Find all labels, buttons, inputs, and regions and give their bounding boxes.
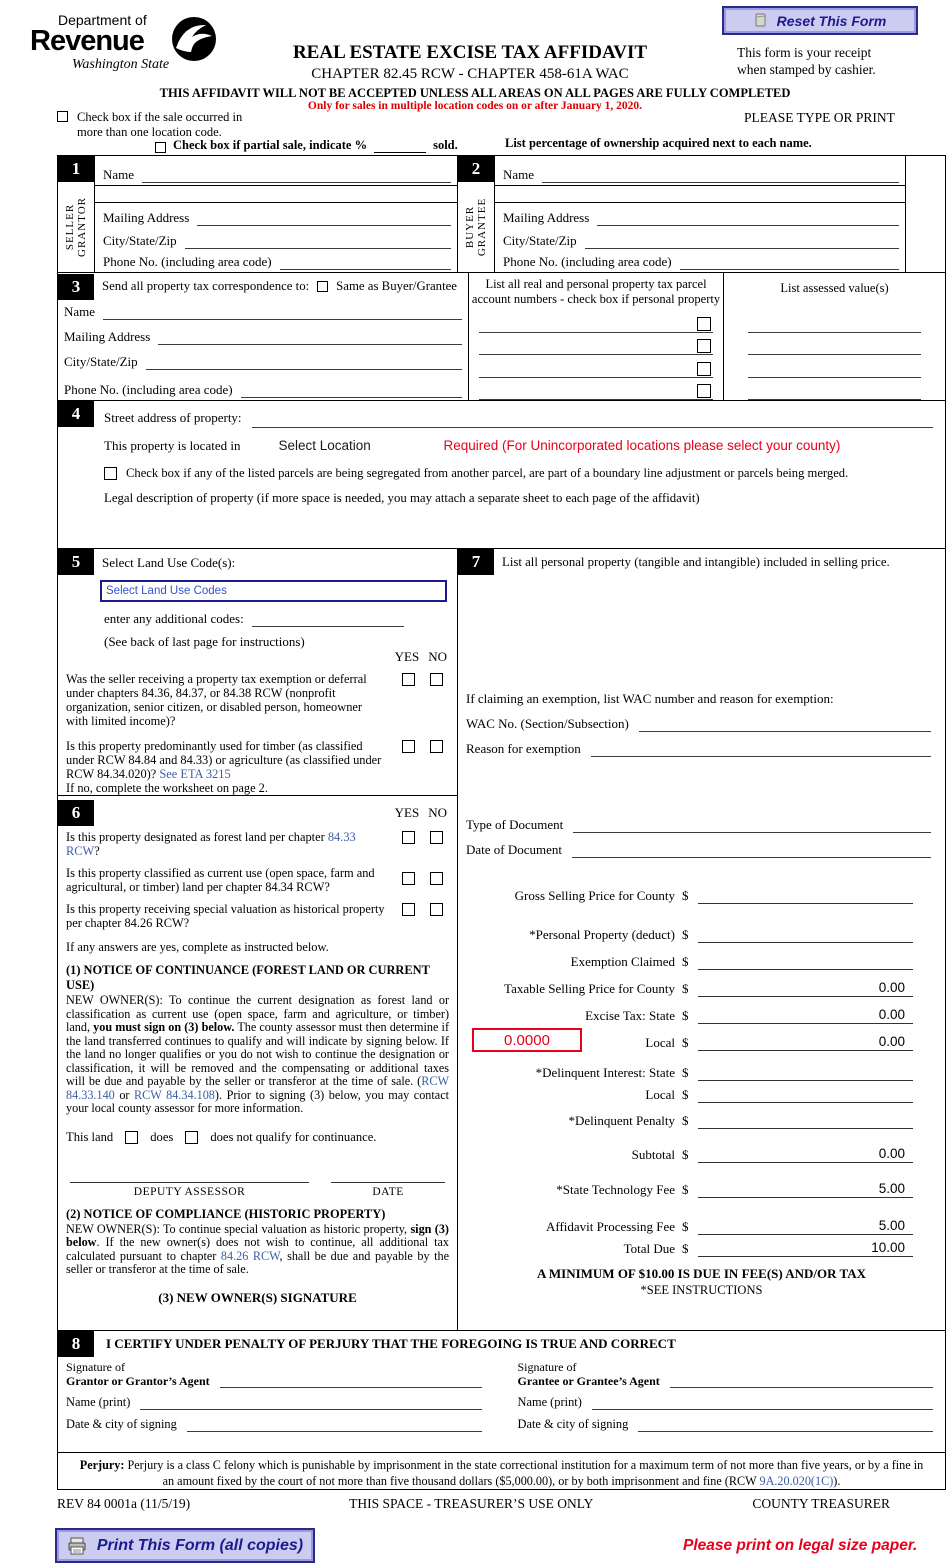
form-subtitle: CHAPTER 82.45 RCW - CHAPTER 458-61A WAC xyxy=(311,66,629,82)
state-technology-fee-field[interactable]: 5.00 xyxy=(698,1182,913,1198)
yes-header: YES xyxy=(394,649,420,664)
notice-continuance-title: (1) NOTICE OF CONTINUANCE (FOREST LAND OR CURRENT USE) xyxy=(66,963,430,992)
money-row: 0.0000 Local $ 0.00 xyxy=(458,1029,945,1051)
s5-question-2: Is this property predominantly used for timber (as classified under RCW 84.84 and 84.33) or agriculture (as classified under RCW 84.34.020)? See ETA 3215 If no, complete the worksheet on page 2. xyxy=(66,739,449,795)
partial-sale-row xyxy=(155,138,458,153)
rcw-8434108-link[interactable]: RCW 84.34.108 xyxy=(134,1087,215,1102)
logo-washington-state: Washington State xyxy=(72,57,170,72)
reason-label: Reason for exemption xyxy=(466,741,581,756)
buyer-name-input[interactable] xyxy=(542,169,899,183)
s5-q1-no-checkbox[interactable] xyxy=(430,673,443,686)
seller-grantor-label: SELLER GRANTOR xyxy=(64,197,89,257)
affidavit-processing-fee-field[interactable]: 5.00 xyxy=(698,1219,913,1235)
send-correspondence-label: Send all property tax correspondence to: xyxy=(102,279,310,293)
multi-location-checkbox[interactable] xyxy=(57,111,68,122)
s6-q3-no-checkbox[interactable] xyxy=(430,903,443,916)
partial-sale-sold-label: sold. xyxy=(433,138,458,152)
print-form-button[interactable] xyxy=(57,1530,313,1561)
notice-compliance-text: NEW OWNER(S): To continue special valuation as historic property, sign (3) below. If the new owner(s) does not wish to continue, all additional tax calculated pursuant to chapter 84.26 RCW, shall be due and payable by the seller or transferor at the time of sale. xyxy=(66,1221,449,1276)
money-row: Gross Selling Price for County $ xyxy=(458,882,945,904)
assessed-value-input-4[interactable] xyxy=(748,386,921,400)
certify-statement: I CERTIFY UNDER PENALTY OF PERJURY THAT THE FOREGOING IS TRUE AND CORRECT xyxy=(106,1336,676,1351)
money-row: Total Due $ 10.00 xyxy=(458,1235,945,1257)
section-3-badge: 3 xyxy=(58,274,94,300)
multiple-location-notice: Only for sales in multiple location codes on or after January 1, 2020. xyxy=(307,100,643,112)
assessed-value-input-3[interactable] xyxy=(748,364,921,378)
seller-phone-label: Phone No. (including area code) xyxy=(103,254,272,269)
section-6-classification xyxy=(58,796,457,1330)
s5-question-1: Was the seller receiving a property tax exemption or deferral under chapters 84.36, 84.37, or 84.38 RCW (nonprofit organization, senior citizen, or disabled person, homeowner with limited income)? xyxy=(66,672,449,728)
buyer-phone-input[interactable] xyxy=(680,256,899,270)
corr-city-input[interactable] xyxy=(146,356,462,370)
parcel-input-3[interactable] xyxy=(479,364,713,378)
completion-warning: THIS AFFIDAVIT WILL NOT BE ACCEPTED UNLESS ALL AREAS ON ALL PAGES ARE FULLY COMPLETED xyxy=(159,86,791,100)
grantee-date-city-input[interactable] xyxy=(638,1418,933,1432)
assessed-header: List assessed value(s) xyxy=(780,281,889,295)
additional-codes-input[interactable] xyxy=(252,613,404,627)
form-rev-number: REV 84 0001a (11/5/19) xyxy=(57,1496,191,1511)
grantee-date-city-label: Date & city of signing xyxy=(517,1417,629,1431)
seller-extra-name-input[interactable] xyxy=(95,186,457,203)
s6-question-1: Is this property designated as forest land per chapter 84.33 RCW? xyxy=(66,830,449,858)
legal-description-label: Legal description of property (if more space is needed, you may attach a separate sheet to each page of the affidavit) xyxy=(104,491,700,505)
logo-revenue: Revenue xyxy=(30,25,144,57)
eta-3215-link[interactable]: See ETA 3215 xyxy=(159,767,231,781)
grantor-signature-input[interactable] xyxy=(220,1374,482,1388)
segregated-checkbox[interactable] xyxy=(104,467,117,480)
personal-property-checkbox-1[interactable] xyxy=(697,317,711,331)
receipt-note: This form is your receipt when stamped by cashier. xyxy=(737,45,876,77)
wac-input[interactable] xyxy=(639,718,931,732)
parcel-input-4[interactable] xyxy=(479,386,713,400)
money-row: Excise Tax: State $ 0.00 xyxy=(458,1002,945,1024)
money-row: Subtotal $ 0.00 xyxy=(458,1141,945,1163)
s6-q3-yes-checkbox[interactable] xyxy=(402,903,415,916)
assessed-value-input-1[interactable] xyxy=(748,319,921,333)
seller-name-label: Name xyxy=(103,167,135,182)
reset-form-button[interactable] xyxy=(724,8,916,33)
section-8-certification xyxy=(58,1331,945,1453)
street-address-label: Street address of property: xyxy=(104,410,242,425)
legal-size-paper-note: Please print on legal size paper. xyxy=(683,1537,918,1554)
s5-q2-no-checkbox[interactable] xyxy=(430,740,443,753)
rcw-9a20020-link[interactable]: 9A.20.020(1C) xyxy=(759,1473,834,1488)
section-5-badge: 5 xyxy=(58,549,94,575)
segregated-label: Check box if any of the listed parcels are being segregated from another parcel, are part of a boundary line adjustment or parcels being merged. xyxy=(126,466,849,480)
see-instructions-note: *SEE INSTRUCTIONS xyxy=(640,1283,763,1297)
partial-sale-checkbox[interactable] xyxy=(155,142,166,153)
buyer-mailing-label: Mailing Address xyxy=(503,210,590,225)
notice-compliance-title: (2) NOTICE OF COMPLIANCE (HISTORIC PROPERTY) xyxy=(66,1206,386,1221)
total-due-field[interactable]: 10.00 xyxy=(698,1241,913,1257)
logo-dept-of: Department of xyxy=(58,12,147,28)
buyer-grantee-label: BUYER GRANTEE xyxy=(464,197,489,257)
money-row: *Delinquent Interest: State $ xyxy=(458,1059,945,1081)
land-does-checkbox[interactable] xyxy=(125,1131,138,1144)
section-2-badge: 2 xyxy=(458,156,494,182)
multi-location-check-row xyxy=(57,110,242,140)
notice-continuance-text: NEW OWNER(S): To continue the current designation as forest land or classification as current use (open space, farm and agriculture, or timber) land, you must sign on (3) below. The county assessor must then determine if the land transferred continues to qualify and will indicate by signing below. If the land no longer qualifies or you do not wish to continue the designation or classification, it will be removed and the compensating or additional taxes will be due and payable by the seller or transferor at the time of sale. (RCW 84.33.140 or RCW 84.34.108). Prior to signing (3) below, you may contact your local county assessor for more information. xyxy=(66,993,450,1115)
grantee-name-print-input[interactable] xyxy=(592,1396,933,1410)
minimum-due-note: A MINIMUM OF $10.00 IS DUE IN FEE(S) AND/OR TAX xyxy=(536,1266,867,1281)
corr-mailing-input[interactable] xyxy=(158,331,462,345)
section-6-badge: 6 xyxy=(58,800,94,826)
buyer-name-label: Name xyxy=(503,167,535,182)
grantor-name-print-input[interactable] xyxy=(140,1396,481,1410)
type-document-input[interactable] xyxy=(573,819,931,833)
s6-q2-yes-checkbox[interactable] xyxy=(402,872,415,885)
grantee-signature-of-label: Signature of xyxy=(517,1360,577,1374)
ownership-note: List percentage of ownership acquired next to each name. xyxy=(505,136,812,150)
delinquent-penalty-input[interactable] xyxy=(698,1113,913,1129)
parcel-numbers-column xyxy=(468,273,723,400)
grantor-name-print-label: Name (print) xyxy=(66,1395,131,1409)
seller-mailing-label: Mailing Address xyxy=(103,210,190,225)
delinquent-interest-local-input[interactable] xyxy=(698,1087,913,1103)
printer-icon xyxy=(67,1537,87,1555)
date-document-input[interactable] xyxy=(572,844,931,858)
rcw-8433140-link[interactable]: RCW 84.33.140 xyxy=(66,1074,449,1102)
land-does-not-checkbox[interactable] xyxy=(185,1131,198,1144)
personal-property-checkbox-3[interactable] xyxy=(697,362,711,376)
s6-question-2: Is this property classified as current use (open space, farm and agricultural, or timber) land per chapter 84.34 RCW? xyxy=(66,866,449,894)
if-any-yes-note: If any answers are yes, complete as instructed below. xyxy=(66,940,329,954)
corr-name-input[interactable] xyxy=(103,306,462,320)
parcel-input-1[interactable] xyxy=(479,319,713,333)
print-form-label: Print This Form (all copies) xyxy=(96,1536,304,1554)
excise-tax-local-field[interactable]: 0.00 xyxy=(698,1035,913,1051)
grantee-name-print-label: Name (print) xyxy=(517,1395,582,1409)
exemption-claimed-input[interactable] xyxy=(698,954,913,970)
corr-mailing-label: Mailing Address xyxy=(64,329,151,344)
location-select[interactable]: Select Location xyxy=(278,438,371,453)
form-title: REAL ESTATE EXCISE TAX AFFIDAVIT xyxy=(292,42,648,63)
type-document-label: Type of Document xyxy=(466,817,564,832)
assessed-values-column xyxy=(723,273,945,400)
buyer-city-input[interactable] xyxy=(585,235,899,249)
partial-sale-label: Check box if partial sale, indicate % xyxy=(173,138,368,152)
wac-label: WAC No. (Section/Subsection) xyxy=(466,716,629,731)
buyer-mailing-input[interactable] xyxy=(597,212,899,226)
deputy-assessor-label: DEPUTY ASSESSOR xyxy=(133,1185,246,1198)
seller-city-label: City/State/Zip xyxy=(103,233,177,248)
yes-header-2: YES xyxy=(394,805,420,820)
corr-phone-label: Phone No. (including area code) xyxy=(64,382,233,397)
money-row: *State Technology Fee $ 5.00 xyxy=(458,1176,945,1198)
s6-q1-yes-checkbox[interactable] xyxy=(402,831,415,844)
owner-signature-line-1[interactable] xyxy=(72,1327,241,1331)
parcel-input-2[interactable] xyxy=(479,341,713,355)
buyer-city-label: City/State/Zip xyxy=(503,233,577,248)
section-7-selling-price xyxy=(457,549,945,1330)
this-land-label: This land xyxy=(66,1129,114,1144)
corr-city-label: City/State/Zip xyxy=(64,354,138,369)
excise-tax-state-field[interactable]: 0.00 xyxy=(698,1008,913,1024)
parcel-header: List all real and personal property tax parcel account numbers - check box if personal property xyxy=(471,277,721,306)
grantee-agent-label: Grantee or Grantee’s Agent xyxy=(517,1374,660,1388)
section-5-land-use xyxy=(58,549,457,796)
section-4-badge: 4 xyxy=(58,401,94,427)
does-label: does xyxy=(150,1129,174,1144)
buyer-extra-name-input[interactable] xyxy=(495,186,905,203)
does-not-label: does not qualify for continuance. xyxy=(210,1129,377,1144)
taxable-selling-price-field[interactable]: 0.00 xyxy=(698,981,913,997)
same-as-buyer-label: Same as Buyer/Grantee xyxy=(336,279,457,293)
dor-logo xyxy=(30,12,250,73)
no-header: NO xyxy=(428,649,447,664)
assessor-date-label: DATE xyxy=(372,1185,404,1198)
owner-signature-line-2[interactable] xyxy=(275,1327,444,1331)
land-use-header: Select Land Use Code(s): xyxy=(102,555,236,570)
money-row: Local $ xyxy=(458,1081,945,1103)
s5-q1-yes-checkbox[interactable] xyxy=(402,673,415,686)
street-address-input[interactable] xyxy=(252,414,933,428)
section-1-seller xyxy=(58,156,457,272)
multi-location-label: Check box if the sale occurred in more than one location code. xyxy=(77,110,243,139)
additional-codes-label: enter any additional codes: xyxy=(104,611,244,626)
rcw-8433-link[interactable]: 84.33 RCW xyxy=(66,830,356,858)
money-row: Exemption Claimed $ xyxy=(458,948,945,970)
see-back-note: (See back of last page for instructions) xyxy=(104,634,305,649)
no-header-2: NO xyxy=(428,805,447,820)
county-treasurer-label: COUNTY TREASURER xyxy=(752,1496,890,1511)
delinquent-interest-state-input[interactable] xyxy=(698,1065,913,1081)
subtotal-field[interactable]: 0.00 xyxy=(698,1147,913,1163)
s5-q2-yes-checkbox[interactable] xyxy=(402,740,415,753)
personal-property-checkbox-4[interactable] xyxy=(697,384,711,398)
section-3-correspondence xyxy=(58,273,945,401)
section-7-badge: 7 xyxy=(458,549,494,575)
money-section xyxy=(458,882,945,1257)
corr-phone-input[interactable] xyxy=(241,384,462,398)
local-rate-box: 0.0000 xyxy=(472,1028,582,1052)
dor-swoosh-icon xyxy=(168,14,220,66)
seller-mailing-input[interactable] xyxy=(197,212,451,226)
money-row: Affidavit Processing Fee $ 5.00 xyxy=(458,1213,945,1235)
rcw-8426-link[interactable]: 84.26 RCW xyxy=(220,1248,280,1263)
assessor-date-line[interactable] xyxy=(331,1169,445,1183)
seller-city-input[interactable] xyxy=(185,235,451,249)
seller-name-input[interactable] xyxy=(142,169,451,183)
s6-question-3: Is this property receiving special valuation as historical property per chapter 84.26 RCW? xyxy=(66,902,449,930)
exemption-note: If claiming an exemption, list WAC number and reason for exemption: xyxy=(466,691,834,706)
section-8-badge: 8 xyxy=(58,1331,94,1357)
new-owner-signature-title: (3) NEW OWNER(S) SIGNATURE xyxy=(158,1289,357,1305)
perjury-label: Perjury: xyxy=(79,1458,125,1472)
reset-form-label: Reset This Form xyxy=(776,12,887,29)
corr-name-label: Name xyxy=(64,304,96,319)
ownership-percentage-column[interactable] xyxy=(905,156,945,272)
section-2-buyer xyxy=(457,156,945,272)
located-in-label: This property is located in xyxy=(104,438,241,453)
section-4-property xyxy=(58,401,945,549)
deputy-assessor-signature-line[interactable] xyxy=(70,1169,309,1183)
money-row: *Delinquent Penalty $ xyxy=(458,1107,945,1129)
seller-buyer-row xyxy=(58,156,945,273)
grantor-date-city-label: Date & city of signing xyxy=(66,1417,177,1431)
date-document-label: Date of Document xyxy=(466,842,563,857)
land-use-codes-select[interactable]: Select Land Use Codes xyxy=(100,580,447,602)
personal-property-deduct-input[interactable] xyxy=(698,927,913,943)
money-row: Taxable Selling Price for County $ 0.00 xyxy=(458,975,945,997)
grantor-signature-of-label: Signature of xyxy=(66,1360,125,1374)
buyer-phone-label: Phone No. (including area code) xyxy=(503,254,672,269)
grantor-agent-label: Grantor or Grantor’s Agent xyxy=(66,1374,210,1388)
treasurer-space-label: THIS SPACE - TREASURER’S USE ONLY xyxy=(349,1496,594,1511)
assessed-value-input-2[interactable] xyxy=(748,341,921,355)
s6-q1-no-checkbox[interactable] xyxy=(430,831,443,844)
reset-icon xyxy=(754,13,767,28)
personal-property-header: List all personal property (tangible and intangible) included in selling price. xyxy=(502,555,890,569)
s6-q2-no-checkbox[interactable] xyxy=(430,872,443,885)
grantee-signature-input[interactable] xyxy=(670,1374,933,1388)
form-body xyxy=(57,155,946,1490)
seller-phone-input[interactable] xyxy=(280,256,451,270)
section-1-badge: 1 xyxy=(58,156,94,182)
reason-input[interactable] xyxy=(591,743,931,757)
money-row: *Personal Property (deduct) $ xyxy=(458,921,945,943)
partial-sale-percent-input[interactable] xyxy=(374,152,426,153)
location-required-note: Required (For Unincorporated locations please select your county) xyxy=(443,438,841,453)
gross-selling-price-input[interactable] xyxy=(698,888,913,904)
same-as-buyer-checkbox[interactable] xyxy=(317,281,328,292)
personal-property-checkbox-2[interactable] xyxy=(697,339,711,353)
perjury-notice: Perjury: Perjury is a class C felony which is punishable by imprisonment in the state correctional institution for a maximum term of not more than five years, or by a fine in an amount fixed by the court of not more than five thousand dollars ($5,000.00), or by both imprisonment and fine (RCW 9A.20.020(1C)). xyxy=(79,1458,924,1488)
please-type-note: PLEASE TYPE OR PRINT xyxy=(744,110,895,125)
grantor-date-city-input[interactable] xyxy=(187,1418,482,1432)
